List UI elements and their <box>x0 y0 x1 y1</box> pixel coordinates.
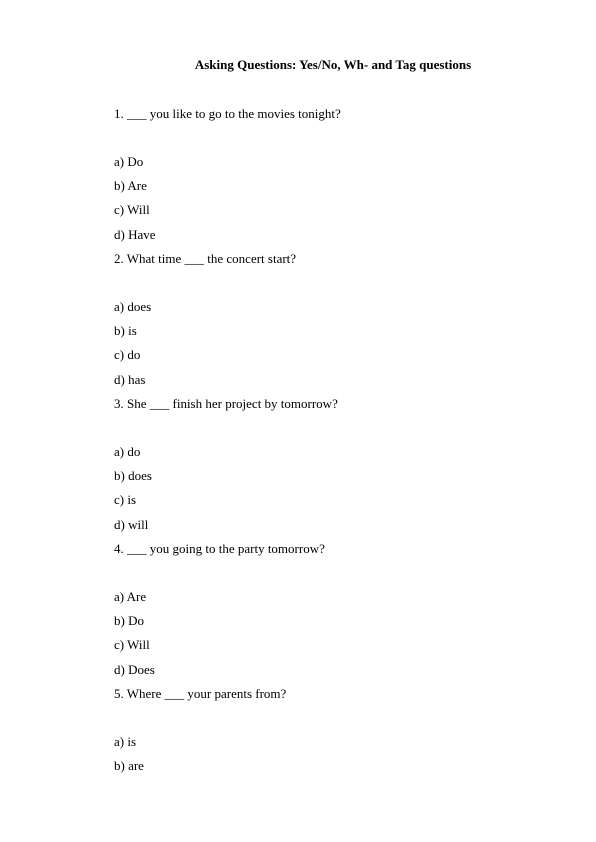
question-3-option-c: c) is <box>114 492 137 507</box>
question-1-option-a: a) Do <box>114 154 144 169</box>
question-4-option-a: a) Are <box>114 589 147 604</box>
question-4-text: 4. ___ you going to the party tomorrow? <box>114 541 325 556</box>
question-2-text: 2. What time ___ the concert start? <box>114 251 297 266</box>
question-1-option-c: c) Will <box>114 202 150 217</box>
question-4-option-d: d) Does <box>114 662 155 677</box>
document-title: Asking Questions: Yes/No, Wh- and Tag questions <box>194 57 472 72</box>
question-5-option-a: a) is <box>114 734 137 749</box>
question-2-option-a: a) does <box>114 299 152 314</box>
question-3-text: 3. She ___ finish her project by tomorrow? <box>114 396 338 411</box>
question-3-option-a: a) do <box>114 444 141 459</box>
question-2-option-b: b) is <box>114 323 137 338</box>
question-1-option-b: b) Are <box>114 178 147 193</box>
question-3-option-b: b) does <box>114 468 152 483</box>
question-4-option-c: c) Will <box>114 637 150 652</box>
question-5-text: 5. Where ___ your parents from? <box>114 686 287 701</box>
question-4-option-b: b) Do <box>114 613 144 628</box>
question-5-option-b: b) are <box>114 758 144 773</box>
question-1-text: 1. ___ you like to go to the movies tonight? <box>114 106 341 121</box>
question-3-option-d: d) will <box>114 517 149 532</box>
question-1-option-d: d) Have <box>114 227 156 242</box>
question-2-option-c: c) do <box>114 347 141 362</box>
question-2-option-d: d) has <box>114 372 146 387</box>
